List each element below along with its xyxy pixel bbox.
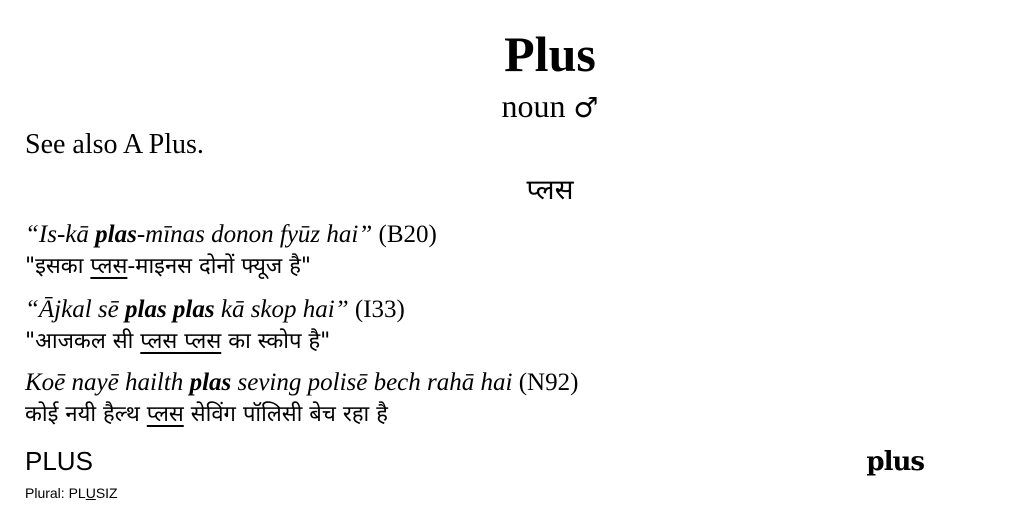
example-1-open: “Is-kā: [25, 221, 96, 248]
example-2-open: “Ājkal sē: [25, 296, 125, 323]
blackletter-form: plus: [866, 447, 924, 477]
part-of-speech: [0, 88, 1024, 126]
part-of-speech-label: noun: [501, 88, 566, 124]
example-2-rest: kā skop hai”: [214, 296, 349, 323]
example-1-hindi-pre: "इसका: [25, 254, 91, 279]
example-1-hindi-keyword: प्लस: [90, 254, 128, 279]
example-1-keyword: plas: [95, 221, 137, 248]
example-2-hindi-post: का स्कोप है": [221, 329, 331, 354]
example-2-hindi-keyword: प्लस प्लस: [140, 329, 222, 354]
example-2-hindi-pre: "आजकल सी: [25, 329, 141, 354]
example-3-hindi-pre: कोई नयी हैल्थ: [25, 402, 147, 427]
example-1-hindi: [25, 252, 311, 282]
example-2-romanized: [25, 295, 405, 325]
example-3-ref: (N92): [512, 369, 579, 396]
headword: Plus: [504, 26, 596, 82]
devanagari-headword: प्लस: [526, 173, 574, 206]
plural-end: SIZ: [95, 485, 118, 501]
example-1-hindi-post: -माइनस दोनों फ्यूज है": [127, 254, 312, 279]
caps-form: PLUS: [25, 446, 93, 476]
see-also-note: See also A Plus.: [25, 129, 204, 160]
plural-underlined-letter: U: [85, 485, 96, 501]
example-3-hindi-post: सेविंग पॉलिसी बेच रहा है: [183, 402, 388, 427]
example-3-open: Koē nayē hailth: [25, 369, 190, 396]
example-1-romanized: [25, 220, 437, 250]
example-2-ref: (I33): [348, 296, 405, 323]
example-3-hindi: [25, 400, 388, 430]
male-gender-icon: ♂: [573, 91, 599, 124]
example-3-romanized: [25, 368, 578, 398]
example-3-rest: seving polisē bech rahā hai: [231, 369, 513, 396]
plural-form: [25, 484, 118, 502]
plural-label: Plural: PL: [25, 485, 86, 501]
example-3-keyword: plas: [189, 369, 232, 396]
example-2-keyword: plas plas: [125, 296, 215, 323]
example-1-rest: -mīnas donon fyūz hai”: [136, 221, 373, 248]
example-1-ref: (B20): [372, 221, 437, 248]
example-3-hindi-keyword: प्लस: [146, 402, 184, 427]
example-2-hindi: [25, 327, 330, 357]
